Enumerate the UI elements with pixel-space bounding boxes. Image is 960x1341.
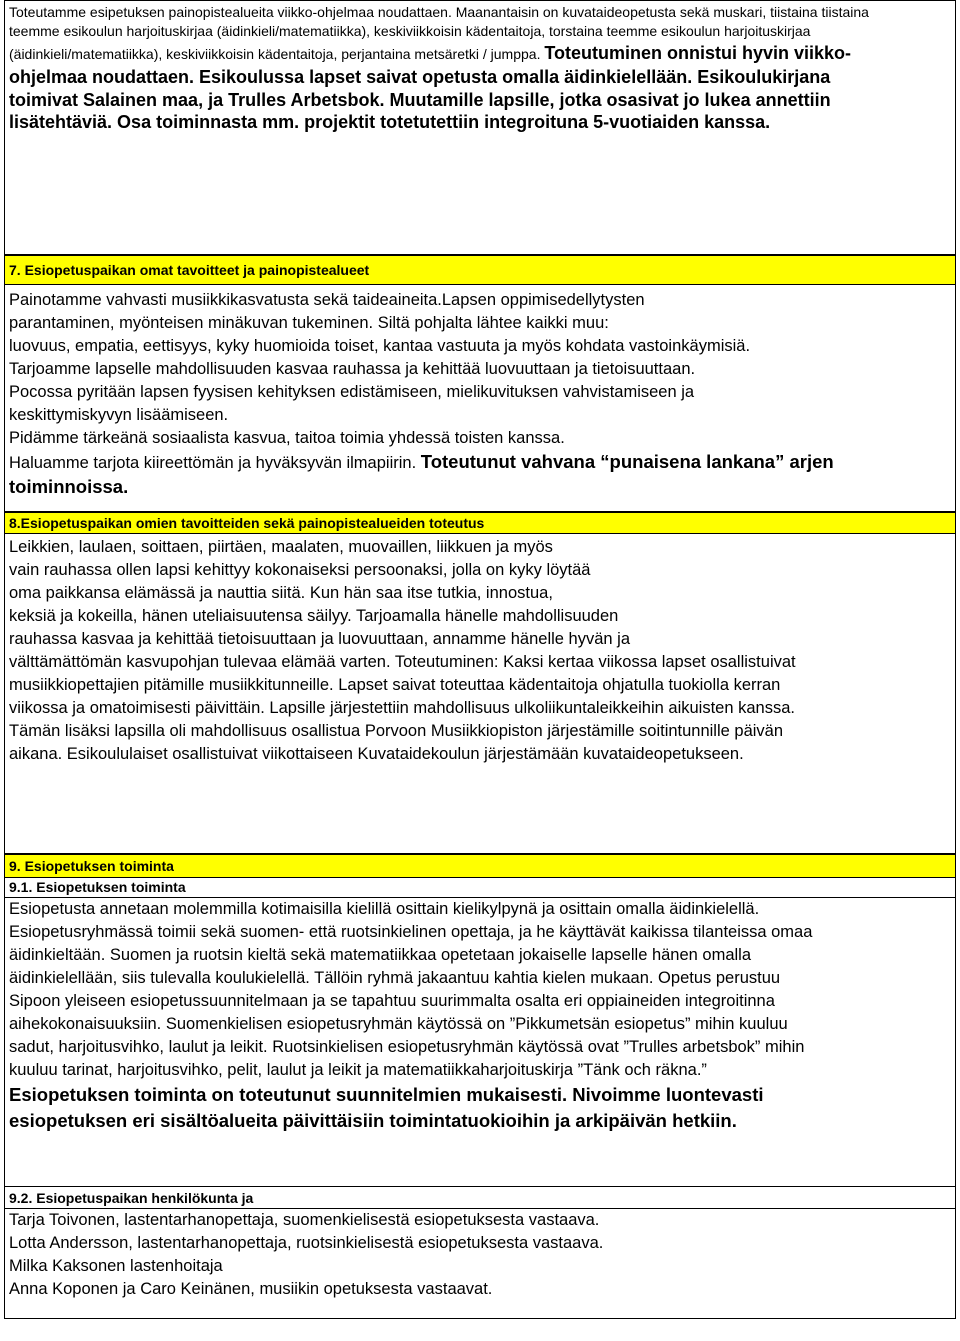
section9-heading: 9. Esiopetuksen toiminta [4,854,956,878]
s8-line-8: viikossa ja omatoimisesti päivittäin. Lapsille järjestettiin mahdollisuus ulkoliikuntaleikkeihin aikuisten kanssa. [9,699,795,717]
s9-line-3: äidinkieltään. Suomen ja ruotsin kieltä sekä matematiikkaa opetetaan jokaiselle lapselle hänen omalla [9,946,752,964]
s9-line-5: Sipoon yleiseen esiopetussuunnitelmaan ja se tapahtuu suurimmalta osalta eri oppiaineiden integroitinna [9,992,775,1010]
s8-line-3: oma paikkansa elämässä ja nauttia siitä. Kun hän saa itse tutkia, innostua, [9,584,553,602]
s8-line-1: Leikkien, laulaen, soittaen, piirtäen, maalaten, muovaillen, liikkuen ja myös [9,538,553,556]
top-line-1: Toteutamme esipetuksen painopistealueita viikko-ohjelmaa noudattaen. Maanantaisin on kuvataideopetusta sekä muskari, tiistaina tiistaina [9,4,869,20]
s7-last-bold: Toteutunut vahvana “punaisena lankana” arjen [420,451,834,472]
section-top [4,0,956,255]
s8-line-7: musiikkiopettajien pitämille musiikkitunneille. Lapset saivat toteuttaa kädentaitoja ohjatulla tuokiolla kerran [9,676,781,694]
s7-line-8 [9,450,951,475]
top-line-3-bold: Toteutuminen onnistui hyvin viikko- [544,43,852,63]
s9-line-6: aihekokonaisuuksiin. Suomenkielisen esiopetusryhmän käytössä on ”Pikkumetsän esiopetus” mihin kuuluu [9,1015,788,1033]
document-page [4,0,956,1319]
s9-line-7: sadut, harjoitusvihko, laulut ja leikit. Ruotsinkielisen esiopetusryhmän käytössä ovat ”Trulles arbetsbok” mihin [9,1038,805,1056]
staff-line-2: Lotta Andersson, lastentarhanopettaja, ruotsinkielisestä esiopetuksesta vastaava. [9,1234,604,1252]
s7-last-bold-2: toiminnoissa. [9,476,129,497]
s9-line-8: kuuluu tarinat, harjoitusvihko, pelit, laulut ja leikit ja matematiikkaharjoituskirja ”Tänk och räkna.” [9,1061,707,1079]
s8-line-9: Tämän lisäksi lapsilla oli mahdollisuus osallistua Porvoon Musiikkiopiston järjestämille soitintunnille päivän [9,722,784,740]
s8-line-6: välttämättömän kasvupohjan tulevaa elämää varten. Toteutuminen: Kaksi kertaa viikossa lapset osallistuivat [9,653,796,671]
s7-line-4: Tarjoamme lapselle mahdollisuuden kasvaa rauhassa ja kehittää luovuuttaan ja tietoisuuttaan. [9,360,696,378]
s8-line-5: rauhassa kasvaa ja kehittää tietoisuuttaan ja luovuuttaan, annamme hänelle hyvän ja [9,630,630,648]
top-bold-line-3: lisätehtäviä. Osa toiminnasta mm. projektit totetutettiin integroituna 5-vuotiaiden kanssa. [9,112,771,132]
s7-line-5: Pocossa pyritään lapsen fyysisen kehityksen edistämiseen, mielikuvituksen vahvistamiseen ja [9,383,695,401]
section92-body [4,1209,956,1319]
section7-body [4,285,956,512]
top-line-3-text: (äidinkieli/matematiikka), keskiviikkoisin kädentaitoja, perjantaina metsäretki / jumppa. [9,46,541,62]
s8-line-4: keksiä ja kokeilla, hänen uteliaisuutensa säilyy. Tarjoamalla hänelle mahdollisuuden [9,607,619,625]
staff-line-1: Tarja Toivonen, lastentarhanopettaja, suomenkielisestä esiopetuksesta vastaava. [9,1211,600,1229]
s7-line-6: keskittymiskyvyn lisäämiseen. [9,406,229,424]
s9-line-2: Esiopetusryhmässä toimii sekä suomen- että ruotsinkielinen opettaja, ja he käyttävät kaikissa tilanteissa omaa [9,923,813,941]
s9-bold-line-1: Esiopetuksen toiminta on toteutunut suunnitelmien mukaisesti. Nivoimme luontevasti [9,1084,764,1105]
s8-line-10: aikana. Esikoululaiset osallistuivat viikottaiseen Kuvataidekoulun järjestämään kuvataideopetukseen. [9,745,744,763]
top-bold-line-2: toimivat Salainen maa, ja Trulles Arbetsbok. Muutamille lapsille, jotka osasivat jo lukea annettiin [9,89,831,110]
top-bold-line-1: ohjelmaa noudattaen. Esikoulussa lapset saivat opetusta omalla äidinkielellään. Esikoulukirjana [9,67,831,87]
section92-heading: 9.2. Esiopetuspaikan henkilökunta ja [4,1187,956,1209]
s7-line-1: Painotamme vahvasti musiikkikasvatusta sekä taideaineita.Lapsen oppimisedellytysten [9,291,645,309]
top-line-2: teemme esikoulun harjoituskirjaa (äidinkieli/matematiikka), keskiviikkoisin kädentaitoja, torstaina teemme esikoulun harjoituskirjaa [9,23,811,39]
staff-line-4: Anna Koponen ja Caro Keinänen, musiikin opetuksesta vastaavat. [9,1280,493,1298]
s8-line-2: vain rauhassa ollen lapsi kehittyy kokonaiseksi persoonaksi, jolla on kyky löytää [9,561,591,579]
s9-bold-line-2: esiopetuksen eri sisältöalueita päivittäisiin toimintatuokioihin ja arkipäivän hetkiin. [9,1110,737,1131]
s7-line-2: parantaminen, myönteisen minäkuvan tukeminen. Siltä pohjalta lähtee kaikki muu: [9,314,609,332]
s7-line-3: luovuus, empatia, eettisyys, kyky huomioida toiset, kantaa vastuuta ja myös kohdata vastoinkäymisiä. [9,337,751,355]
s7-last-plain: Haluamme tarjota kiireettömän ja hyväksyvän ilmapiirin. [9,454,417,472]
top-line-3 [9,41,951,66]
section9-subheading: 9.1. Esiopetuksen toiminta [4,878,956,898]
section8-body [4,534,956,854]
section8-heading: 8.Esiopetuspaikan omien tavoitteiden sekä painopistealueiden toteutus [4,512,956,534]
staff-line-3: Milka Kaksonen lastenhoitaja [9,1257,223,1275]
s9-line-1: Esiopetusta annetaan molemmilla kotimaisilla kielillä osittain kielikylpynä ja osittain omalla äidinkielellä. [9,900,760,918]
section9-body [4,898,956,1187]
s9-line-4: äidinkielellään, siis tulevalla koulukielellä. Tällöin ryhmä jakaantuu kahtia kielen mukaan. Opetus perustuu [9,969,781,987]
s7-line-7: Pidämme tärkeänä sosiaalista kasvua, taitoa toimia yhdessä toisten kanssa. [9,429,565,447]
section7-heading: 7. Esiopetuspaikan omat tavoitteet ja painopistealueet [4,255,956,285]
